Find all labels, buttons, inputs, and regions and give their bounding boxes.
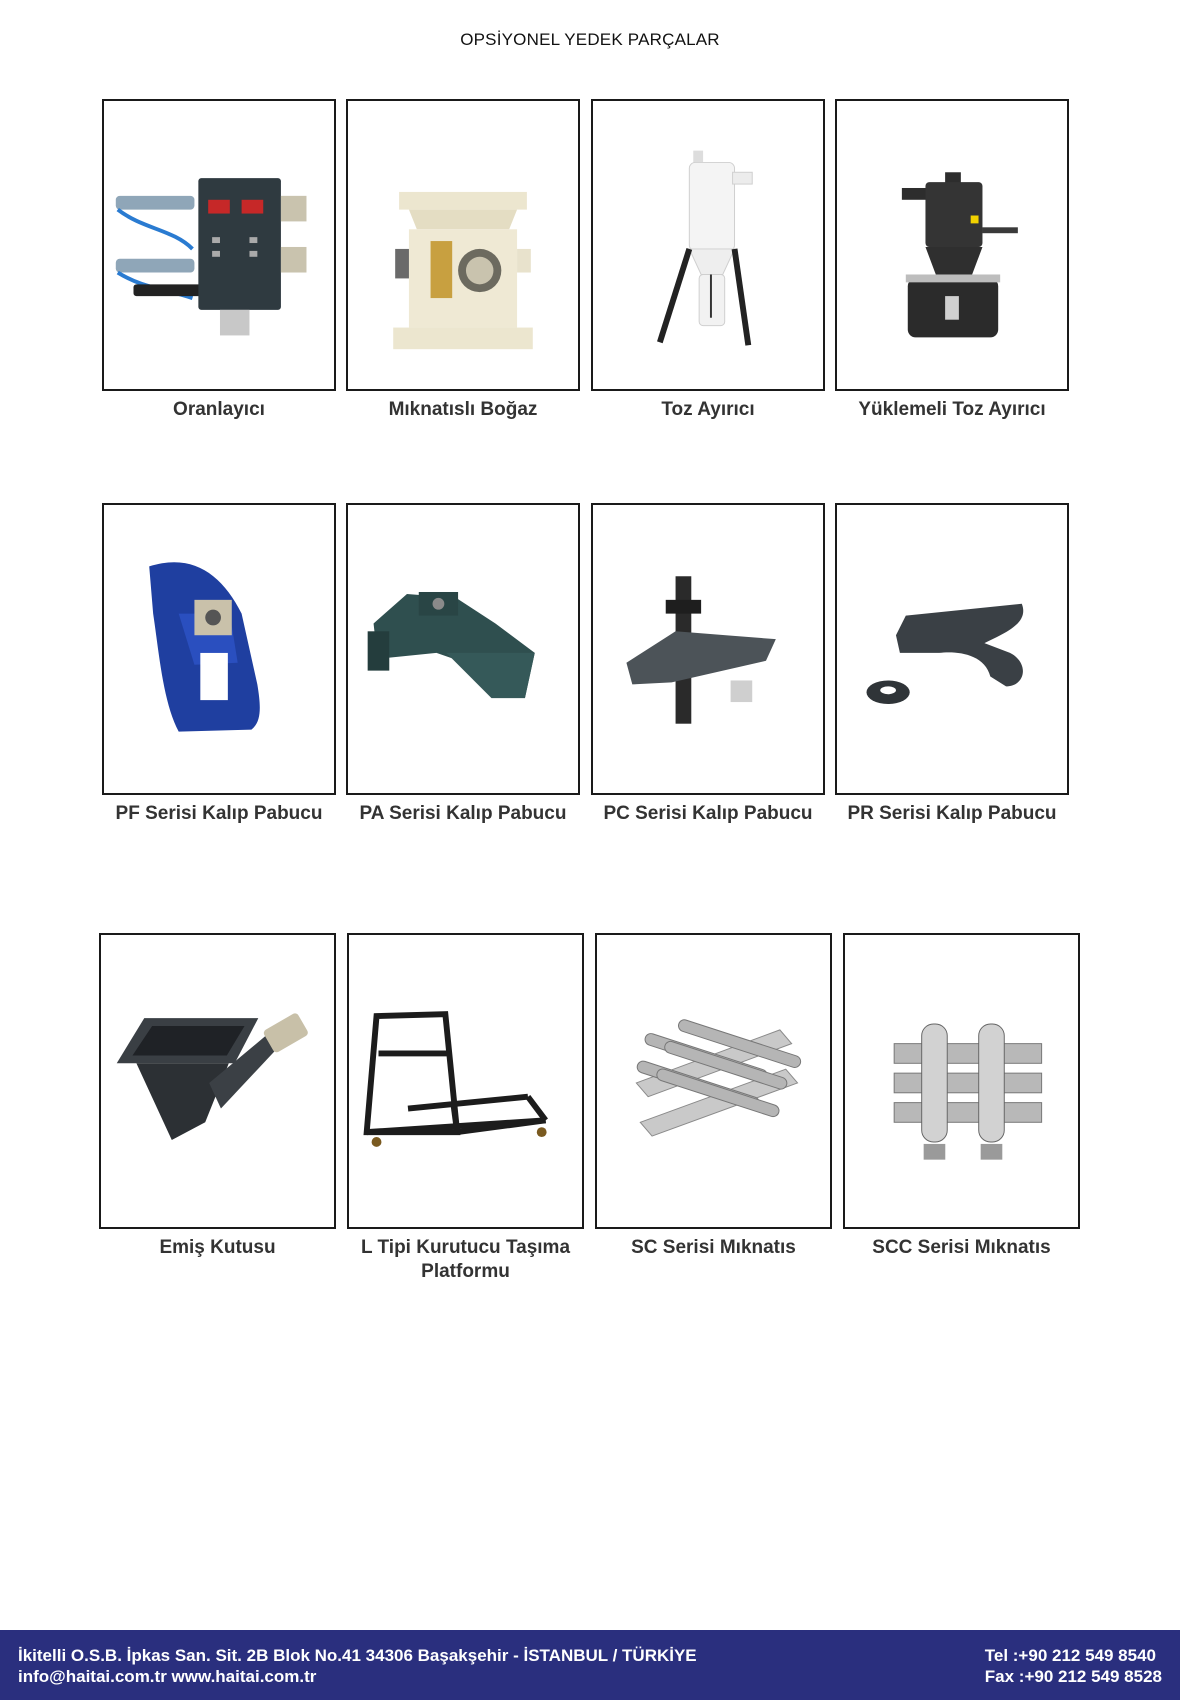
product-card-miknatisli-bogaz[interactable] (346, 99, 580, 391)
product-card-yuklemeli-toz-ayirici[interactable] (835, 99, 1069, 391)
product-label-pr-serisi: PR Serisi Kalıp Pabucu (847, 803, 1057, 824)
footer-contact-links[interactable]: info@haitai.com.tr www.haitai.com.tr (18, 1667, 317, 1686)
pf-mold-clamp-icon (104, 505, 334, 793)
product-card-pc-serisi[interactable] (591, 503, 825, 795)
loading-dust-separator-icon (837, 101, 1067, 389)
proportional-valve-icon (104, 101, 334, 389)
product-card-oranlayici[interactable] (102, 99, 336, 391)
page-title: OPSİYONEL YEDEK PARÇALAR (460, 30, 720, 49)
product-card-pr-serisi[interactable] (835, 503, 1069, 795)
product-label-pf-serisi: PF Serisi Kalıp Pabucu (115, 803, 323, 824)
dryer-platform-icon (349, 935, 582, 1227)
product-card-toz-ayirici[interactable] (591, 99, 825, 391)
product-label-emis-kutusu: Emiş Kutusu (159, 1237, 276, 1258)
product-card-scc-serisi[interactable] (843, 933, 1080, 1229)
product-card-emis-kutusu[interactable] (99, 933, 336, 1229)
product-label-l-tipi-platform (347, 1236, 584, 1284)
pr-mold-clamp-icon (837, 505, 1067, 793)
product-label-miknatisli-bogaz: Mıknatıslı Boğaz (388, 399, 538, 420)
pa-mold-clamp-icon (348, 505, 578, 793)
scc-magnet-icon (845, 935, 1078, 1227)
magnetic-throat-icon (348, 101, 578, 389)
product-label-scc-serisi: SCC Serisi Mıknatıs (872, 1237, 1051, 1258)
product-label-oranlayici: Oranlayıcı (173, 399, 265, 420)
product-label-toz-ayirici: Toz Ayırıcı (661, 399, 755, 420)
product-label-sc-serisi: SC Serisi Mıknatıs (631, 1237, 796, 1258)
footer-address: İkitelli O.S.B. İpkas San. Sit. 2B Blok No.41 34306 Başakşehir - İSTANBUL / TÜRKİYE (18, 1646, 697, 1665)
footer-fax: Fax :+90 212 549 8528 (984, 1667, 1162, 1686)
product-label-line2: Platformu (421, 1261, 510, 1282)
pc-mold-clamp-icon (593, 505, 823, 793)
product-card-sc-serisi[interactable] (595, 933, 832, 1229)
product-card-pa-serisi[interactable] (346, 503, 580, 795)
product-card-pf-serisi[interactable] (102, 503, 336, 795)
product-label-line1: L Tipi Kurutucu Taşıma (360, 1237, 571, 1258)
footer (0, 1630, 1180, 1700)
footer-phone: Tel :+90 212 549 8540 (984, 1646, 1156, 1665)
product-label-pa-serisi: PA Serisi Kalıp Pabucu (359, 803, 567, 824)
product-label-pc-serisi: PC Serisi Kalıp Pabucu (603, 803, 813, 824)
sc-magnet-icon (597, 935, 830, 1227)
product-card-l-tipi-platform[interactable] (347, 933, 584, 1229)
dust-separator-icon (593, 101, 823, 389)
product-label-yuklemeli-toz-ayirici: Yüklemeli Toz Ayırıcı (858, 399, 1046, 420)
suction-box-icon (101, 935, 334, 1227)
